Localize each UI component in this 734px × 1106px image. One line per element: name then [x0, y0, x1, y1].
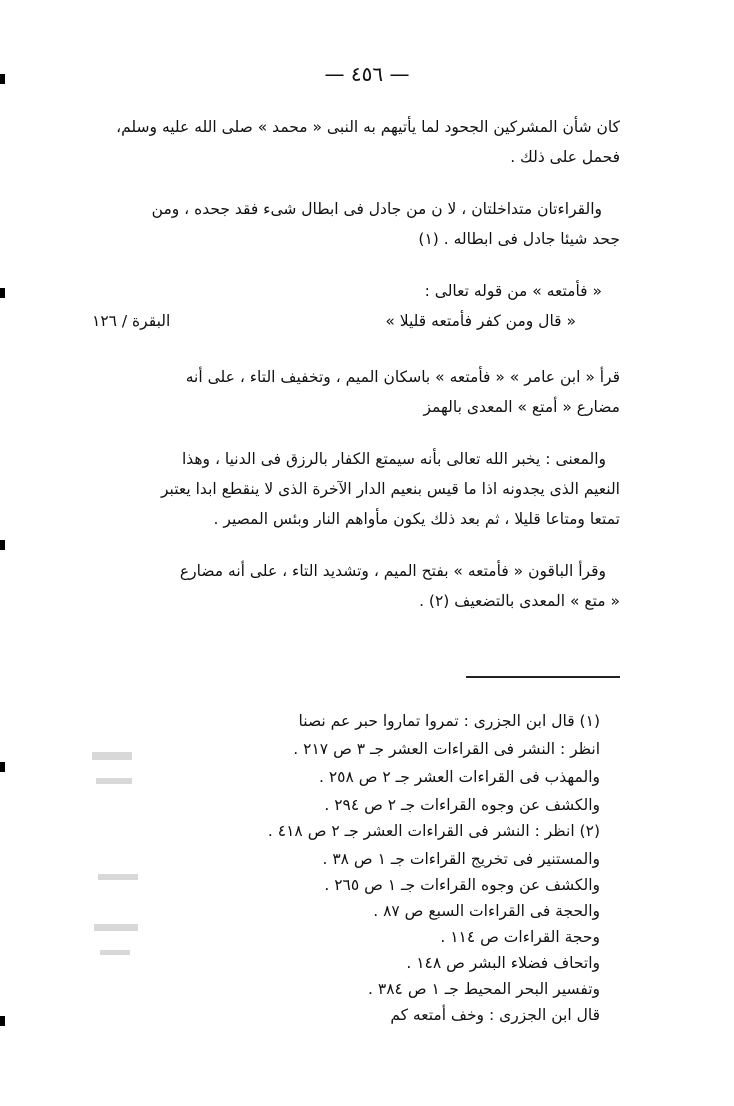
footnote-line: والحجة فى القراءات السبع ص ٨٧ . — [373, 902, 600, 920]
scan-noise — [94, 924, 138, 931]
footnote-separator — [466, 676, 620, 678]
scan-noise — [96, 778, 132, 784]
footnote-line: وتفسير البحر المحيط جـ ١ ص ٣٨٤ . — [368, 980, 600, 998]
verse-reference: البقرة / ١٢٦ — [92, 312, 171, 330]
footnote-line: انظر : النشر فى القراءات العشر جـ ٣ ص ٢١٧ . — [293, 740, 600, 758]
footnote-line: والكشف عن وجوه القراءات جـ ٢ ص ٢٩٤ . — [324, 796, 600, 814]
body-line: فحمل على ذلك . — [510, 148, 620, 166]
body-line: كان شأن المشركين الجحود لما يأتيهم به النبى « محمد » صلى الله عليه وسلم، — [116, 118, 620, 136]
scan-noise — [100, 950, 130, 955]
footnote-line: والمستنير فى تخريج القراءات جـ ١ ص ٣٨ . — [322, 850, 600, 868]
scan-edge-mark — [0, 762, 5, 772]
footnote-line: والمهذب فى القراءات العشر جـ ٢ ص ٢٥٨ . — [318, 768, 600, 786]
scan-edge-mark — [0, 74, 5, 84]
footnote-line: وحجة القراءات ص ١١٤ . — [440, 928, 600, 946]
footnote-line: واتحاف فضلاء البشر ص ١٤٨ . — [406, 954, 600, 972]
body-line: جحد شيئا جادل فى ابطاله . (١) — [418, 230, 620, 248]
body-line: وقرأ الباقون « فأمتعه » بفتح الميم ، وتشديد التاء ، على أنه مضارع — [179, 562, 606, 580]
footnote-line: (١) قال ابن الجزرى : تمروا تماروا حبر عم نصنا — [298, 712, 600, 730]
scan-edge-mark — [0, 540, 5, 550]
scan-edge-mark — [0, 288, 5, 298]
footnote-line: (٢) انظر : النشر فى القراءات العشر جـ ٢ ص ٤١٨ . — [267, 822, 600, 840]
footnote-line: قال ابن الجزرى : وخف أمتعه كم — [390, 1006, 600, 1024]
page-number: — ٤٥٦ — — [324, 62, 410, 86]
body-line: والقراءتان متداخلتان ، لا ن من جادل فى ابطال شىء فقد جحده ، ومن — [151, 200, 602, 218]
body-line: والمعنى : يخبر الله تعالى بأنه سيمتع الكفار بالرزق فى الدنيا ، وهذا — [181, 450, 606, 468]
body-line: قرأ « ابن عامر » « فأمتعه » باسكان الميم ، وتخفيف التاء ، على أنه — [185, 368, 620, 386]
scan-noise — [98, 874, 138, 880]
verse-quote: « قال ومن كفر فأمتعه قليلا » — [385, 312, 576, 330]
footnote-line: والكشف عن وجوه القراءات جـ ١ ص ٢٦٥ . — [324, 876, 600, 894]
body-line: النعيم الذى يجدونه اذا ما قيس بنعيم الدار الآخرة الذى لا ينقطع ابدا يعتبر — [161, 480, 620, 498]
body-line: « متع » المعدى بالتضعيف (٢) . — [419, 592, 620, 610]
body-line: تمتعا ومتاعا قليلا ، ثم بعد ذلك يكون مأواهم النار وبئس المصير . — [213, 510, 620, 528]
scan-edge-mark — [0, 1016, 5, 1026]
scan-noise — [92, 752, 132, 760]
body-line: « فأمتعه » من قوله تعالى : — [424, 282, 602, 300]
body-line: مضارع « أمتع » المعدى بالهمز — [423, 398, 620, 416]
